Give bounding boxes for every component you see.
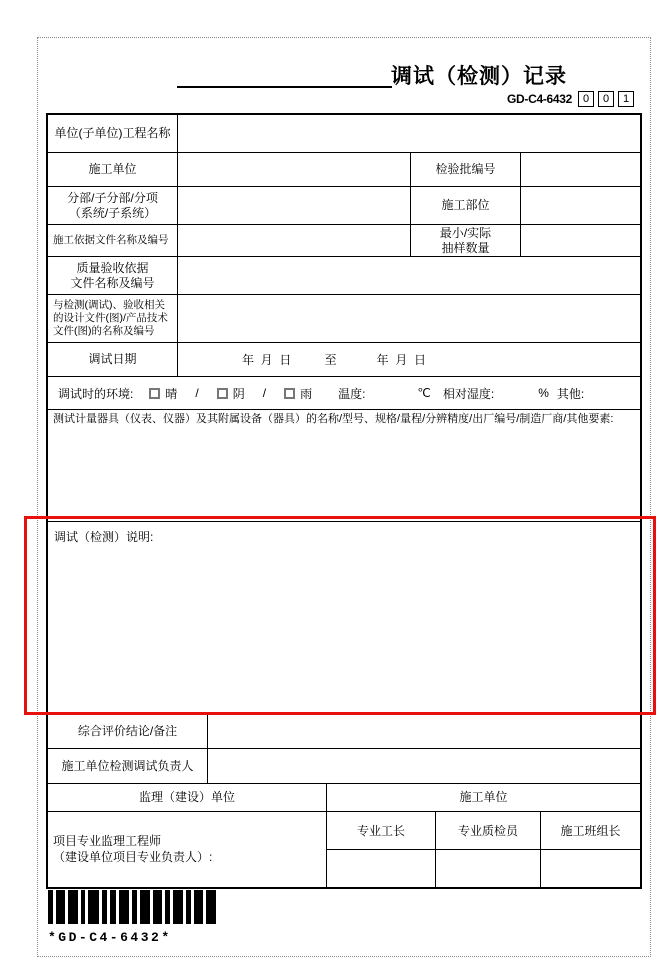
row-debug-date xyxy=(48,343,640,377)
construction-unit-label: 施工单位 xyxy=(88,162,137,176)
form-code: GD-C4-6432 xyxy=(507,92,573,106)
temperature-label: 温度: xyxy=(338,386,366,401)
row-evaluation xyxy=(48,714,640,749)
supervisor-engineer-cell[interactable] xyxy=(48,812,327,887)
form-code-block xyxy=(507,91,634,107)
sunny-label: 晴 xyxy=(165,386,178,401)
row-instruments xyxy=(48,410,640,522)
code-digit-box-3: 1 xyxy=(618,91,634,107)
inspection-lot-value[interactable] xyxy=(521,153,640,186)
row-basis-doc xyxy=(48,225,640,257)
page-title: 调试（检测）记录 xyxy=(391,65,567,88)
title-blank-underline xyxy=(177,64,392,88)
sampling-value[interactable] xyxy=(521,225,640,256)
code-digit-box-1: 0 xyxy=(578,91,594,107)
test-leader-value[interactable] xyxy=(208,749,640,783)
basis-doc-value[interactable] xyxy=(178,225,411,256)
slash-2: / xyxy=(262,386,267,400)
basis-doc-label: 施工依据文件名称及编号 xyxy=(53,233,169,246)
row-test-leader xyxy=(48,749,640,784)
supervisor-unit-header: 监理（建设）单位 xyxy=(138,790,235,804)
division-value[interactable] xyxy=(178,187,411,224)
barcode-image xyxy=(48,890,218,924)
rainy-label: 雨 xyxy=(300,386,313,401)
test-leader-label: 施工单位检测调试负责人 xyxy=(61,758,194,773)
quality-basis-label: 质量验收依据 文件名称及编号 xyxy=(70,260,155,290)
evaluation-label: 综合评价结论/备注 xyxy=(77,723,178,738)
description-label: 调试（检测）说明: xyxy=(54,530,154,544)
record-form-table xyxy=(46,113,642,889)
foreman-signature-cell[interactable] xyxy=(327,850,436,887)
humidity-unit: % xyxy=(538,386,549,400)
debug-date-label: 调试日期 xyxy=(88,352,137,366)
related-doc-label: 与检测(调试)、验收相关 的设计文件(图)/产品技术 文件(图)的名称及编号 xyxy=(53,298,168,338)
code-digit-box-2: 0 xyxy=(598,91,614,107)
row-construction-unit xyxy=(48,153,640,187)
sunny-option xyxy=(149,385,177,402)
sunny-checkbox[interactable] xyxy=(149,388,160,399)
other-label: 其他: xyxy=(556,386,585,401)
temperature-unit: ℃ xyxy=(417,386,431,400)
row-related-doc xyxy=(48,295,640,343)
row-unit-project xyxy=(48,115,640,153)
cloudy-option xyxy=(217,385,245,402)
rainy-checkbox[interactable] xyxy=(284,388,295,399)
related-doc-value[interactable] xyxy=(178,295,640,342)
row-description xyxy=(48,522,640,714)
cloudy-label: 阴 xyxy=(232,386,245,401)
team-leader-signature-cell[interactable] xyxy=(541,850,640,887)
builder-unit-header: 施工单位 xyxy=(459,790,508,804)
row-division xyxy=(48,187,640,225)
quality-inspector-header: 专业质检员 xyxy=(457,824,518,838)
debug-date-value[interactable]: 年 月 日 至 年 月 日 xyxy=(242,353,427,367)
quality-inspector-signature-cell[interactable] xyxy=(436,850,541,887)
construction-unit-value[interactable] xyxy=(178,153,411,186)
unit-project-name-label: 单位(子单位)工程名称 xyxy=(54,126,171,140)
row-quality-basis xyxy=(48,257,640,295)
quality-basis-value[interactable] xyxy=(178,257,640,294)
instruments-label: 测试计量器具（仪表、仪器）及其附属设备（器具）的名称/型号、规格/量程/分辨精度/出厂编号/制造厂商/其他要素: xyxy=(53,413,614,425)
rainy-option xyxy=(284,385,312,402)
barcode-text: *GD-C4-6432* xyxy=(48,930,172,945)
instruments-cell[interactable] xyxy=(48,410,640,521)
unit-project-name-value[interactable] xyxy=(178,115,640,152)
inspection-lot-label: 检验批编号 xyxy=(435,162,496,176)
evaluation-value[interactable] xyxy=(208,714,640,748)
sampling-label: 最小/实际 抽样数量 xyxy=(439,225,492,255)
slash-1: / xyxy=(195,386,199,400)
construction-part-value[interactable] xyxy=(521,187,640,224)
cloudy-checkbox[interactable] xyxy=(217,388,228,399)
row-environment xyxy=(48,377,640,410)
division-label: 分部/子分部/分项 （系统/子系统） xyxy=(67,190,158,220)
humidity-label: 相对湿度: xyxy=(442,386,495,401)
description-cell[interactable] xyxy=(48,522,640,713)
environment-label: 调试时的环境: xyxy=(58,386,134,401)
team-leader-header: 施工班组长 xyxy=(560,824,621,838)
supervisor-engineer-label: 项目专业监理工程师 （建设单位项目专业负责人）: xyxy=(53,833,213,864)
construction-part-label: 施工部位 xyxy=(441,198,490,212)
signature-block xyxy=(48,812,640,887)
barcode-block xyxy=(48,890,218,945)
row-unit-headers xyxy=(48,784,640,812)
foreman-header: 专业工长 xyxy=(356,824,405,838)
